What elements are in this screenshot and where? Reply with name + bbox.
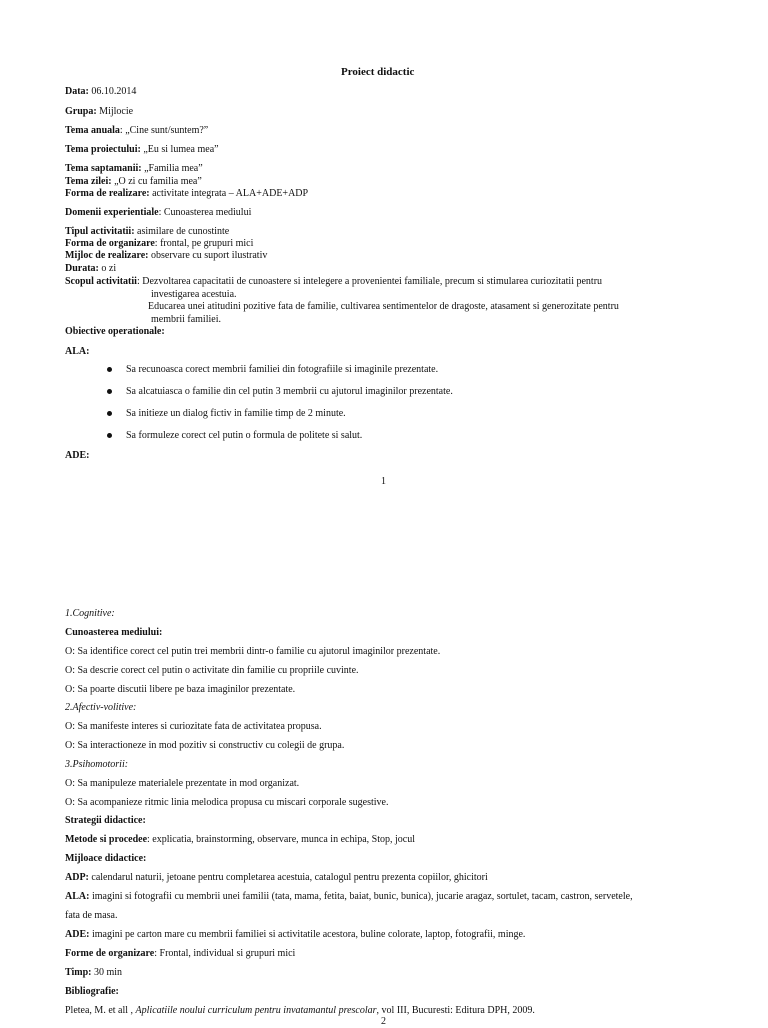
project-theme-label: Tema proiectului: (65, 144, 141, 155)
annual-theme-value: : „Cine sunt/suntem?” (119, 125, 209, 136)
means-line (65, 250, 267, 262)
ala-item-2: Sa alcatuiasca o familie din cel putin 3 membrii cu ajutorul imaginilor prezentate. (126, 386, 453, 397)
bullet-icon (107, 389, 112, 394)
date-line (65, 86, 136, 98)
time-line (65, 967, 122, 979)
strategies-heading (65, 815, 146, 827)
day-theme-line (65, 176, 202, 188)
adp-value: calendarul naturii, jetoane pentru completarea acestuia, catalogul pentru prezenta copiilor, ghicitori (88, 872, 488, 883)
psychomotor-label: 3.Psihomotorii: (65, 759, 129, 770)
organization-form-label: Forma de organizare (65, 238, 155, 249)
ala-means-label: ALA: (65, 891, 90, 902)
knowledge-heading (65, 627, 162, 639)
psychomotor-heading (65, 759, 128, 771)
time-label: Timp: (65, 967, 92, 978)
means-value: observare cu suport ilustrativ (148, 250, 268, 261)
purpose-label: Scopul activitatii (65, 276, 137, 287)
purpose-text-2: investigarea acestuia. (151, 289, 237, 300)
ala-means-continuation: fata de masa. (65, 910, 118, 921)
time-value: 30 min (91, 967, 123, 978)
ade-means-label: ADE: (65, 929, 90, 940)
strategies-label: Strategii didactice: (65, 815, 146, 826)
affective-heading (65, 702, 136, 714)
bibliography-authors: Pletea, M. et all , (65, 1005, 136, 1016)
activity-type-label: Tipul activitatii: (65, 226, 135, 237)
activity-type-value: asimilare de cunostinte (134, 226, 230, 237)
realization-form-label: Forma de realizare: (65, 188, 150, 199)
project-theme-value: „Eu si lumea mea” (140, 144, 219, 155)
methods-value: : explicatia, brainstorming, observare, munca in echipa, Stop, jocul (147, 834, 415, 845)
date-label: Data: (65, 86, 89, 97)
annual-theme-line (65, 125, 208, 137)
realization-form-line (65, 188, 308, 200)
page-number-2: 2 (381, 1016, 386, 1027)
document-title: Proiect didactic (341, 66, 415, 78)
teaching-means-label: Mijloace didactice: (65, 853, 147, 864)
group-label: Grupa: (65, 106, 97, 117)
duration-value: o zi (98, 263, 117, 274)
annual-theme-label: Tema anuala (65, 125, 120, 136)
purpose-text-1: : Dezvoltarea capacitatii de cunoastere si intelegere a provenientei familiale, precum si stimularea curiozitatii pentru (136, 276, 603, 287)
date-value: 06.10.2014 (88, 86, 137, 97)
adp-line (65, 872, 488, 884)
objectives-label: Obiective operationale: (65, 326, 165, 337)
ala-means-line (65, 891, 633, 903)
ala-label: ALA: (65, 346, 90, 357)
methods-line (65, 834, 415, 846)
project-theme-line (65, 144, 219, 156)
ala-item-3: Sa initieze un dialog fictiv in familie timp de 2 minute. (126, 408, 346, 419)
means-label: Mijloc de realizare: (65, 250, 149, 261)
duration-label: Durata: (65, 263, 99, 274)
cognitive-item-2: O: Sa descrie corect cel putin o activitate din familie cu propriile cuvinte. (65, 665, 359, 676)
bibliography-publisher: , vol III, Bucuresti: Editura DPH, 2009. (376, 1005, 535, 1016)
bullet-icon (107, 433, 112, 438)
domains-label: Domenii experientiale (65, 207, 159, 218)
bibliography-heading (65, 986, 119, 998)
objectives-heading (65, 326, 165, 338)
psychomotor-item-1: O: Sa manipuleze materialele prezentate in mod organizat. (65, 778, 300, 789)
group-line (65, 106, 133, 118)
purpose-text-4: membrii familiei. (151, 314, 221, 325)
bullet-icon (107, 367, 112, 372)
bullet-icon (107, 411, 112, 416)
cognitive-label: 1.Cognitive: (65, 608, 115, 619)
domains-value: : Cunoasterea mediului (158, 207, 252, 218)
bibliography-entry (65, 1005, 535, 1017)
day-theme-value: „O zi cu familia mea” (111, 176, 202, 187)
week-theme-line (65, 163, 203, 175)
cognitive-heading (65, 608, 115, 620)
group-value: Mijlocie (96, 106, 134, 117)
week-theme-value: „Familia mea” (141, 163, 203, 174)
ade-means-value: imagini pe carton mare cu membrii familiei si activitatile acestora, buline colorate, laptop, fotografii, minge. (89, 929, 526, 940)
cognitive-item-3: O: Sa poarte discutii libere pe baza imaginilor prezentate. (65, 684, 296, 695)
affective-label: 2.Afectiv-volitive: (65, 702, 137, 713)
ala-item-4: Sa formuleze corect cel putin o formula de politete si salut. (126, 430, 363, 441)
bibliography-label: Bibliografie: (65, 986, 119, 997)
adp-label: ADP: (65, 872, 89, 883)
affective-item-1: O: Sa manifeste interes si curiozitate fata de activitatea propusa. (65, 721, 322, 732)
organization-form-value: : frontal, pe grupuri mici (154, 238, 254, 249)
psychomotor-item-2: O: Sa acompanieze ritmic linia melodica propusa cu miscari corporale sugestive. (65, 797, 389, 808)
methods-label: Metode si procedee (65, 834, 148, 845)
knowledge-label: Cunoasterea mediului: (65, 627, 163, 638)
ade-heading (65, 450, 89, 462)
ala-means-value: imagini si fotografii cu membrii unei familii (tata, mama, fetita, baiat, bunic, bunica), jucarie aragaz, sortulet, tacam, castron, servetele, (89, 891, 633, 902)
duration-line (65, 263, 116, 275)
page-number-1: 1 (381, 476, 386, 487)
day-theme-label: Tema zilei: (65, 176, 112, 187)
ade-means-line (65, 929, 525, 941)
organization-forms-label: Forme de organizare (65, 948, 155, 959)
ala-heading (65, 346, 89, 358)
week-theme-label: Tema saptamanii: (65, 163, 142, 174)
activity-type-line (65, 226, 229, 238)
ala-item-1: Sa recunoasca corect membrii familiei din fotografiile si imaginile prezentate. (126, 364, 439, 375)
ade-label: ADE: (65, 450, 90, 461)
affective-item-2: O: Sa interactioneze in mod pozitiv si constructiv cu colegii de grupa. (65, 740, 345, 751)
bibliography-book-title: Aplicatiile noului curriculum pentru invatamantul prescolar (135, 1005, 377, 1016)
organization-forms-line (65, 948, 295, 960)
purpose-line (65, 276, 602, 288)
cognitive-item-1: O: Sa identifice corect cel putin trei membrii dintr-o familie cu ajutorul imaginilor prezentate. (65, 646, 441, 657)
organization-form-line (65, 238, 253, 250)
organization-forms-value: : Frontal, individual si grupuri mici (154, 948, 296, 959)
purpose-text-3: Educarea unei atitudini pozitive fata de familie, cultivarea sentimentelor de dragoste, atasament si generozitate pentru (148, 301, 619, 312)
domains-line (65, 207, 251, 219)
means-heading (65, 853, 146, 865)
realization-form-value: activitate integrata – ALA+ADE+ADP (149, 188, 309, 199)
